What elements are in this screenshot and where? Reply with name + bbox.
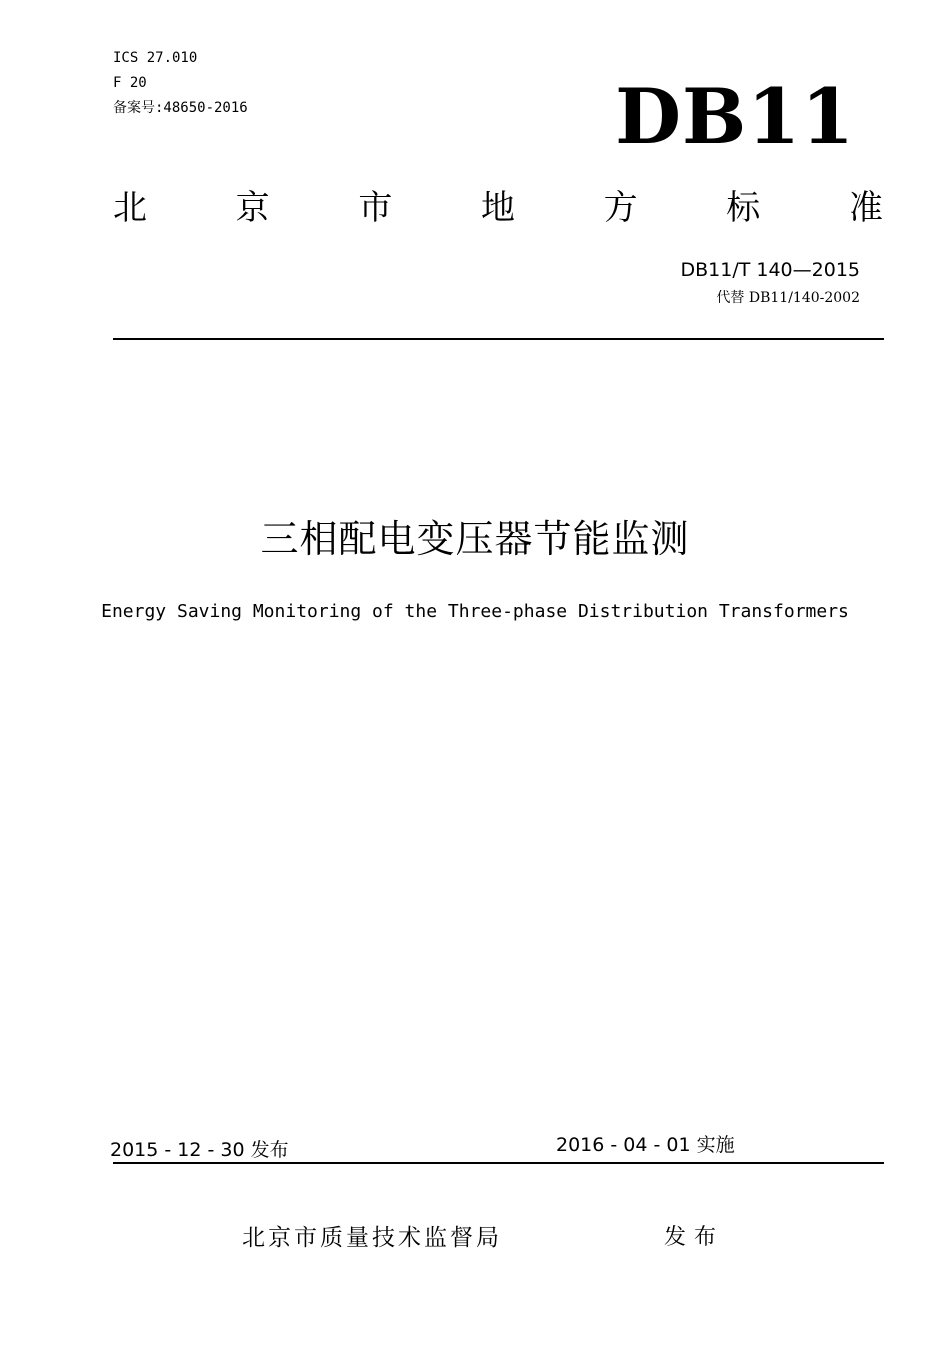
document-title-zh: 三相配电变压器节能监测 <box>260 517 690 561</box>
issuing-authority: 北京市质量技术监督局 <box>242 1225 502 1251</box>
document-title-en: Energy Saving Monitoring of the Three-phase Distribution Transformers <box>101 601 849 622</box>
standard-type-char: 北 <box>113 188 147 228</box>
issue-action: 发布 <box>664 1225 725 1250</box>
bottom-divider <box>113 1162 884 1164</box>
standard-number: DB11/T 140—2015 <box>680 259 860 281</box>
top-divider <box>113 338 884 340</box>
ccs-code: F 20 <box>113 75 147 91</box>
implementation-date: 2016 - 04 - 01 实施 <box>556 1134 735 1156</box>
db11-logo: DB11 <box>615 72 855 161</box>
standard-type-char: 标 <box>726 188 761 228</box>
standard-type-char: 地 <box>480 188 515 228</box>
record-number: 备案号:48650-2016 <box>113 100 248 116</box>
standard-type-heading <box>113 186 883 230</box>
standard-type-char: 市 <box>358 188 393 228</box>
issue-date: 2015 - 12 - 30 发布 <box>110 1139 289 1161</box>
standard-type-char: 准 <box>848 188 883 228</box>
ics-code: ICS 27.010 <box>113 50 198 66</box>
standard-type-char: 方 <box>603 188 638 228</box>
replaces-standard: 代替 DB11/140-2002 <box>716 290 860 306</box>
standard-type-char: 京 <box>235 188 270 228</box>
